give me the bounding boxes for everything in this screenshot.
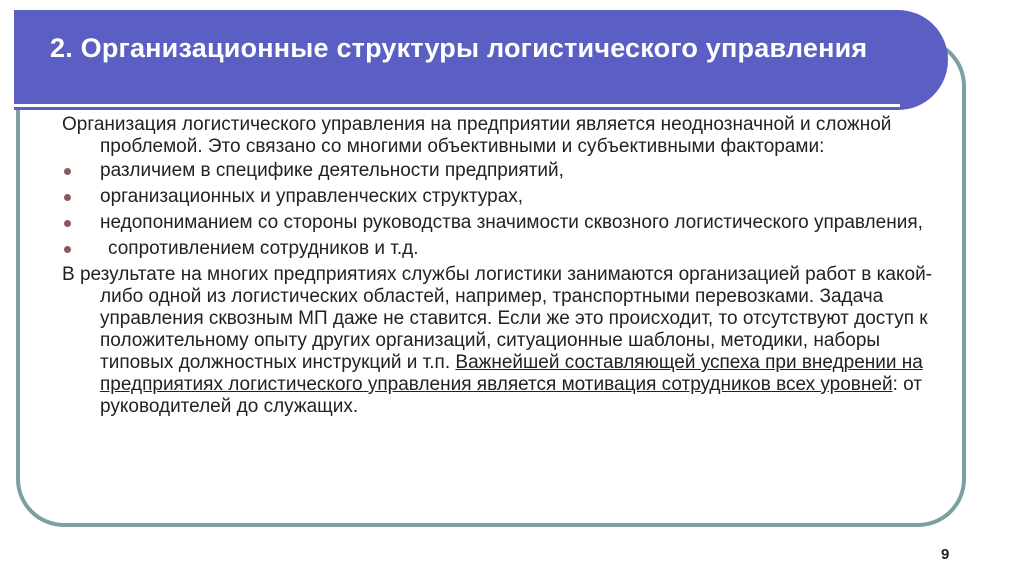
list-item-text: недопониманием со стороны руководства значимости сквозного логистического управления, xyxy=(100,212,923,233)
bullet-icon xyxy=(64,220,71,227)
list-item xyxy=(62,212,932,234)
list-item-text: различием в специфике деятельности предприятий, xyxy=(100,160,564,181)
slide-title: 2. Организационные структуры логистического управления xyxy=(50,33,868,63)
bullet-icon xyxy=(64,168,71,175)
intro-paragraph: Организация логистического управления на предприятии является неоднозначной и сложной проблемой. Это связано со многими объективными и субъективными факторами: xyxy=(62,114,892,157)
factor-list xyxy=(62,160,932,260)
list-item xyxy=(62,186,932,208)
slide-content xyxy=(62,114,932,418)
body-text-end: : от руководителей до служащих. xyxy=(100,374,922,417)
bullet-icon xyxy=(64,194,71,201)
bullet-icon xyxy=(64,246,71,253)
body-emphasis: Важнейшей составляющей успеха при внедрении на предприятиях логистического управления является мотивация сотрудников всех уровней xyxy=(100,352,923,395)
body-paragraph xyxy=(62,264,932,418)
page-number: 9 xyxy=(941,546,950,563)
list-item xyxy=(62,238,932,260)
list-item xyxy=(62,160,932,182)
list-item-text: сопротивлением сотрудников и т.д. xyxy=(108,238,419,259)
body-text: В результате на многих предприятиях службы логистики занимаются организацией работ в какой-либо одной из логистических областей, например, транспортными перевозками. Задача управления сквозным МП даже не ставится. Если же это происходит, то отсутствуют доступ к положительному опыту других организаций, ситуационные шаблоны, методики, наборы типовых должностных инструкций и т.п. xyxy=(62,264,933,373)
list-item-text: организационных и управленческих структурах, xyxy=(100,186,524,207)
title-divider xyxy=(14,104,900,107)
title-bar xyxy=(14,10,948,110)
